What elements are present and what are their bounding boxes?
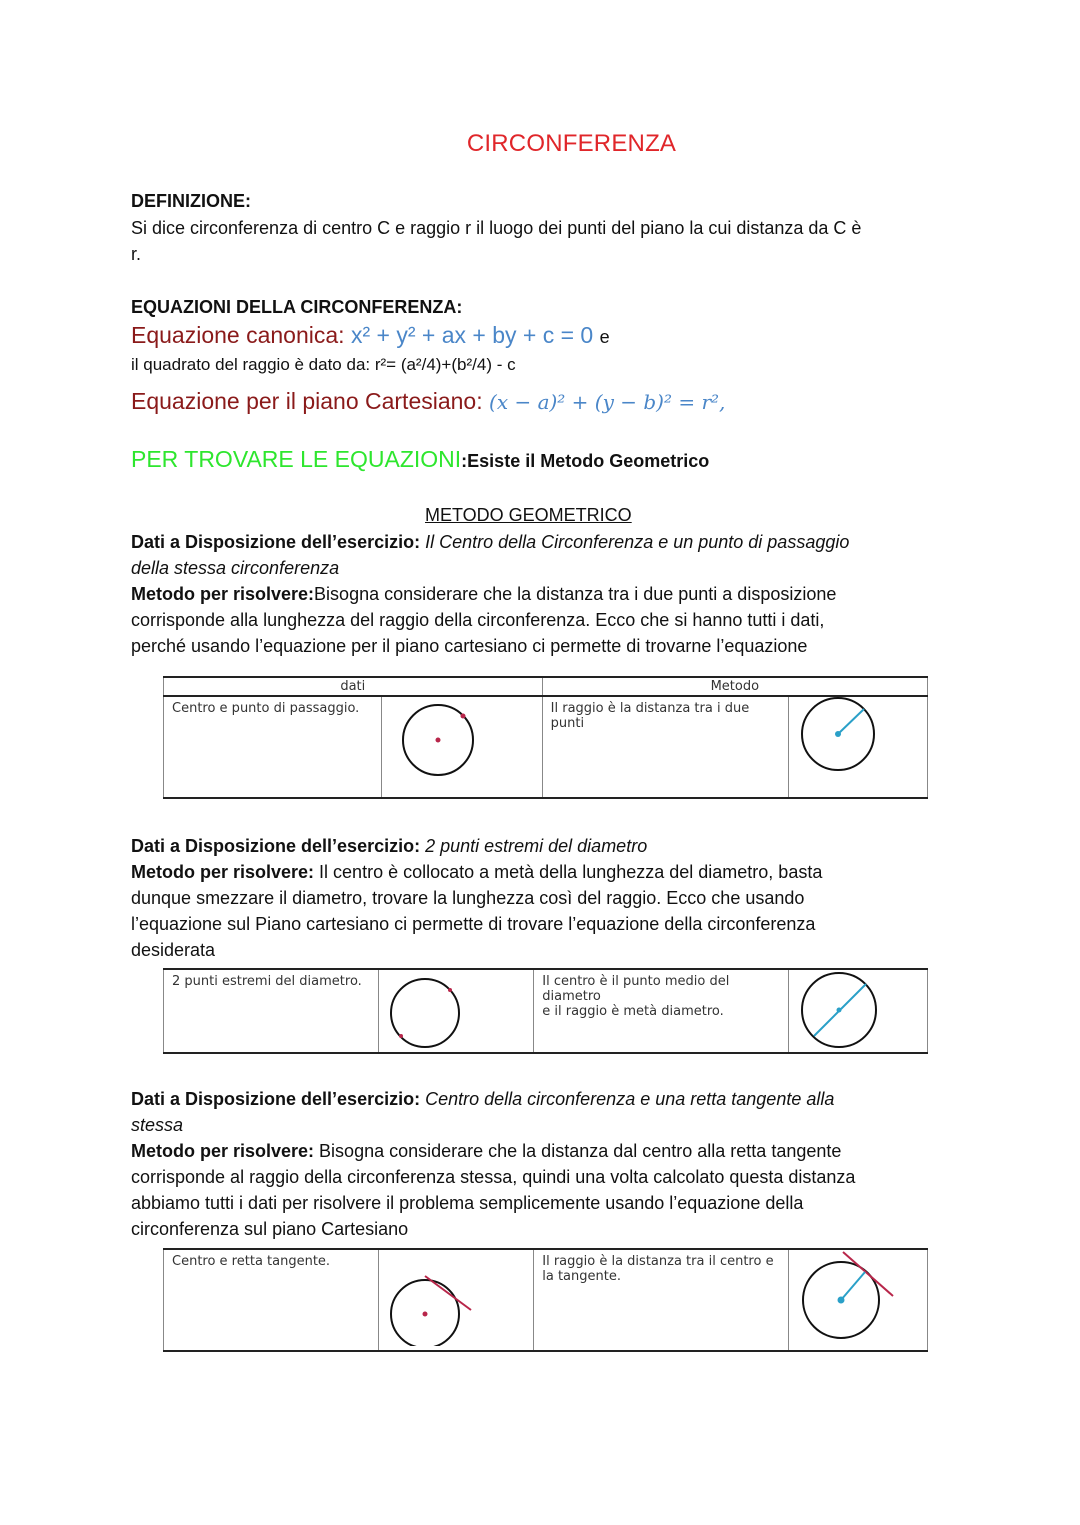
definition-line-2: r. <box>131 244 142 264</box>
figure-diameter <box>789 969 928 1053</box>
header-dati: dati <box>164 677 543 696</box>
section-2-method-line: desiderata <box>131 940 216 960</box>
section-1-data-text-2: della stessa circonferenza <box>131 558 340 578</box>
section-3-method-line: Bisogna considerare che la distanza dal centro alla retta tangente <box>314 1141 842 1161</box>
dati-cell: Centro e punto di passaggio. <box>164 696 382 798</box>
section-3-data-text: Centro della circonferenza e una retta tangente alla <box>420 1089 835 1109</box>
dati-cell: 2 punti estremi del diametro. <box>164 969 379 1053</box>
canonical-formula: x² + y² + ax + by + c = 0 <box>350 322 594 348</box>
canonical-suffix: e <box>599 327 610 347</box>
equations-heading: EQUAZIONI DELLA CIRCONFERENZA: <box>131 297 463 317</box>
header-metodo: Metodo <box>542 677 927 696</box>
metodo-line: e il raggio è metà diametro. <box>542 1004 724 1019</box>
circle-with-point-icon <box>385 697 539 793</box>
figure-circle-center-point <box>381 696 542 798</box>
section-2-method-line: l’equazione sul Piano cartesiano ci permette di trovare l’equazione della circonferenza <box>131 914 816 934</box>
circle-tangent-line-icon <box>379 1250 533 1346</box>
figure-tangent-radius <box>789 1249 928 1351</box>
circle-diameter-points-icon <box>379 970 533 1048</box>
table-row <box>164 1249 928 1351</box>
table-3 <box>163 1248 928 1352</box>
figure-tangent <box>379 1249 534 1351</box>
definition-heading: DEFINIZIONE: <box>131 191 251 211</box>
table-1-header <box>164 677 928 696</box>
section-1-data-text: Il Centro della Circonferenza e un punto di passaggio <box>420 532 850 552</box>
canonical-equation <box>131 322 610 349</box>
figure-radius <box>789 696 928 798</box>
section-3-method-label: Metodo per risolvere: <box>131 1141 315 1161</box>
section-2-method-label: Metodo per risolvere: <box>131 862 315 882</box>
section-2-data-label: Dati a Disposizione dell’esercizio: <box>131 836 421 856</box>
section-1-method-line: corrisponde alla lunghezza del raggio della circonferenza. Ecco che si hanno tutti i dati, <box>131 610 825 630</box>
radius-formula: il quadrato del raggio è dato da: r²= (a²/4)+(b²/4) - c <box>131 355 516 374</box>
circle-diameter-icon <box>789 970 927 1048</box>
definition-line-1: Si dice circonferenza di centro C e raggio r il luogo dei punti del piano la cui distanza da C è <box>131 218 862 238</box>
section-3-method-line: corrisponde al raggio della circonferenza stessa, quindi una volta calcolato questa distanza <box>131 1167 856 1187</box>
find-equations-line <box>131 446 709 473</box>
canonical-label: Equazione canonica: <box>131 322 345 348</box>
section-1-method-label: Metodo per risolvere: <box>131 584 315 604</box>
section-1 <box>131 529 961 659</box>
circle-tangent-radius-icon <box>789 1250 927 1346</box>
section-2-method-line: dunque smezzare il diametro, trovare la lunghezza così del raggio. Ecco che usando <box>131 888 805 908</box>
find-equations-label: PER TROVARE LE EQUAZIONI <box>131 446 462 472</box>
table-1 <box>163 676 928 799</box>
cartesian-label: Equazione per il piano Cartesiano: <box>131 388 483 414</box>
metodo-line: diametro <box>542 989 601 1004</box>
table-2 <box>163 968 928 1054</box>
section-3-data-text-2: stessa <box>131 1115 184 1135</box>
section-2 <box>131 833 961 963</box>
section-3-method-line: circonferenza sul piano Cartesiano <box>131 1219 409 1239</box>
metodo-line: Il centro è il punto medio del <box>542 974 730 989</box>
cartesian-formula: (x − a)² + (y − b)² = r², <box>489 390 726 414</box>
section-1-method-line: Bisogna considerare che la distanza tra i due punti a disposizione <box>314 584 837 604</box>
section-3-data-label: Dati a Disposizione dell’esercizio: <box>131 1089 421 1109</box>
metodo-cell: Il raggio è la distanza tra i due punti <box>542 696 788 798</box>
metodo-cell: Il raggio è la distanza tra il centro e la tangente. <box>534 1249 789 1351</box>
table-row <box>164 696 928 798</box>
method-title: METODO GEOMETRICO <box>425 505 632 525</box>
circle-radius-icon <box>789 697 927 793</box>
section-2-data-text: 2 punti estremi del diametro <box>420 836 648 856</box>
table-row <box>164 969 928 1053</box>
definition-text <box>131 215 961 267</box>
section-2-method-line: Il centro è collocato a metà della lunghezza del diametro, basta <box>314 862 823 882</box>
section-3 <box>131 1086 961 1242</box>
section-3-method-line: abbiamo tutti i dati per risolvere il problema semplicemente usando l’equazione della <box>131 1193 804 1213</box>
page-title: CIRCONFERENZA <box>466 130 677 157</box>
section-1-data-label: Dati a Disposizione dell’esercizio: <box>131 532 421 552</box>
dati-cell: Centro e retta tangente. <box>164 1249 379 1351</box>
find-equations-text: :Esiste il Metodo Geometrico <box>461 451 710 471</box>
section-1-method-line: perché usando l’equazione per il piano cartesiano ci permette di trovarne l’equazione <box>131 636 808 656</box>
figure-diameter-points <box>379 969 534 1053</box>
metodo-cell <box>534 969 789 1053</box>
cartesian-equation <box>131 388 725 415</box>
